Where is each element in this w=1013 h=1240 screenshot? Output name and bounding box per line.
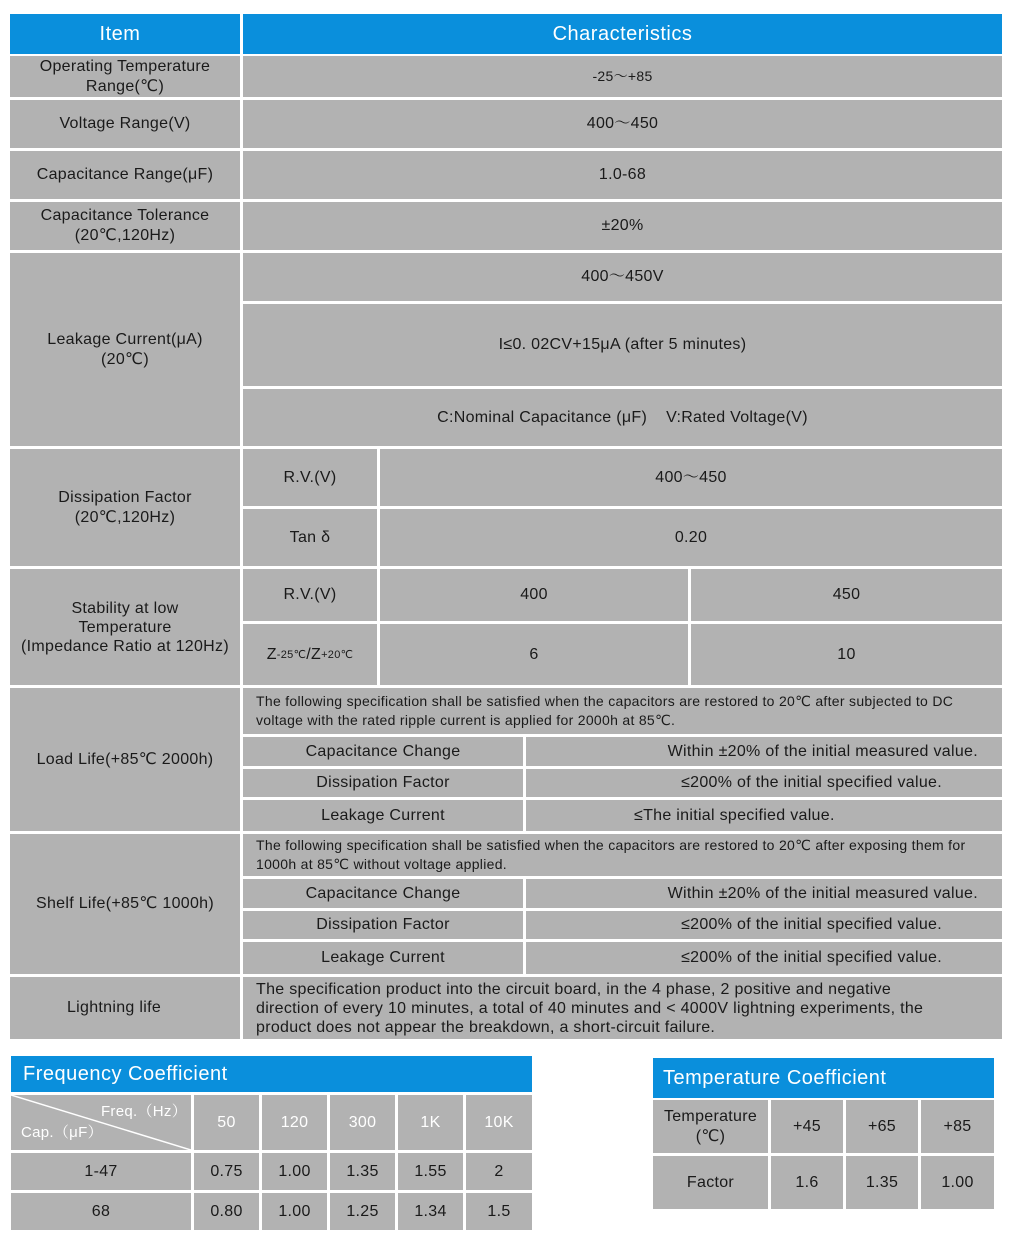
freq-column-header: 1K	[398, 1095, 463, 1150]
stability-z-450: 10	[691, 624, 1002, 685]
capacitance-range-label: Capacitance Range(μF)	[10, 151, 240, 199]
freq-row-cap: 68	[11, 1193, 191, 1230]
temp-column-header: +85	[921, 1100, 994, 1153]
capacitance-tolerance-value: ±20%	[243, 202, 1002, 250]
leakage-voltage: 400～450V	[243, 253, 1002, 301]
voltage-range-value: 400～450	[243, 100, 1002, 148]
shelf-life-row-value: ≤200% of the initial specified value.	[526, 911, 1002, 939]
characteristics-header-label: Characteristics	[552, 22, 693, 45]
item-header	[10, 14, 240, 54]
load-life-note: The following specification shall be satisfied when the capacitors are restored to 20℃ after subjected to DC voltage with the rated ripple current is applied for 2000h at 85℃.	[243, 688, 1002, 734]
freq-column-header: 10K	[466, 1095, 532, 1150]
lightning-life-label: Lightning life	[10, 977, 240, 1039]
stability-rv-label: R.V.(V)	[243, 569, 377, 621]
factor-cell: 1.00	[921, 1156, 994, 1209]
df-tan-label: Tan δ	[243, 509, 377, 566]
temperature-label: Temperature (℃)	[653, 1100, 768, 1153]
freq-cell: 1.5	[466, 1193, 532, 1230]
operating-temp-value: -25～+85	[243, 56, 1002, 97]
load-life-row-value: Within ±20% of the initial measured value.	[526, 737, 1002, 766]
df-tan-value: 0.20	[380, 509, 1002, 566]
shelf-life-row-name: Capacitance Change	[243, 879, 523, 908]
operating-temp-label: Operating Temperature Range(℃)	[10, 56, 240, 97]
freq-cell: 1.00	[262, 1153, 327, 1190]
freq-label: Freq.（Hz）	[100, 1103, 187, 1120]
voltage-range-label: Voltage Range(V)	[10, 100, 240, 148]
lightning-life-text: The specification product into the circuit board, in the 4 phase, 2 positive and negative direction of every 10 minutes, a total of 40 minutes and < 4000V lightning experiments, the product does not appear the breakdown, a short-circuit failure.	[243, 977, 1002, 1039]
dissipation-factor-label: Dissipation Factor (20℃,120Hz)	[10, 449, 240, 566]
leakage-current-label: Leakage Current(μA) (20℃)	[10, 253, 240, 446]
shelf-life-note: The following specification shall be satisfied when the capacitors are restored to 20℃ after exposing them for 1000h at 85℃ without voltage applied.	[243, 834, 1002, 876]
df-rv-label: R.V.(V)	[243, 449, 377, 506]
freq-cap-header	[11, 1095, 191, 1150]
leakage-formula: I≤0. 02CV+15μA (after 5 minutes)	[243, 304, 1002, 386]
shelf-life-row-value: Within ±20% of the initial measured value.	[526, 879, 1002, 908]
factor-label: Factor	[653, 1156, 768, 1209]
stability-z-label: Z -25℃ /Z +20℃	[243, 624, 377, 685]
shelf-life-row-name: Dissipation Factor	[243, 911, 523, 939]
load-life-row-name: Dissipation Factor	[243, 769, 523, 797]
stability-rv-400: 400	[380, 569, 688, 621]
freq-cell: 1.25	[330, 1193, 395, 1230]
freq-column-header: 120	[262, 1095, 327, 1150]
freq-column-header: 50	[194, 1095, 259, 1150]
leakage-legend: C:Nominal Capacitance (μF) V:Rated Voltage(V)	[243, 389, 1002, 446]
freq-column-header: 300	[330, 1095, 395, 1150]
factor-cell: 1.35	[846, 1156, 918, 1209]
df-rv-value: 400～450	[380, 449, 1002, 506]
temp-column-header: +45	[771, 1100, 843, 1153]
cap-label: Cap.（μF）	[21, 1124, 103, 1141]
load-life-row-name: Leakage Current	[243, 800, 523, 831]
freq-cell: 1.35	[330, 1153, 395, 1190]
stability-rv-450: 450	[691, 569, 1002, 621]
shelf-life-row-value: ≤200% of the initial specified value.	[526, 942, 1002, 974]
load-life-row-value: ≤The initial specified value.	[526, 800, 1002, 831]
item-header-label: Item	[99, 22, 141, 45]
capacitance-range-value: 1.0-68	[243, 151, 1002, 199]
freq-cell: 1.55	[398, 1153, 463, 1190]
load-life-row-value: ≤200% of the initial specified value.	[526, 769, 1002, 797]
freq-cell: 0.75	[194, 1153, 259, 1190]
shelf-life-label: Shelf Life(+85℃ 1000h)	[10, 834, 240, 974]
temperature-coefficient-title: Temperature Coefficient	[653, 1058, 994, 1098]
frequency-coefficient-title: Frequency Coefficient	[11, 1056, 532, 1092]
load-life-row-name: Capacitance Change	[243, 737, 523, 766]
freq-cell: 1.34	[398, 1193, 463, 1230]
shelf-life-row-name: Leakage Current	[243, 942, 523, 974]
temp-column-header: +65	[846, 1100, 918, 1153]
freq-cell: 2	[466, 1153, 532, 1190]
characteristics-header	[243, 14, 1002, 54]
stability-label: Stability at low Temperature (Impedance Ratio at 120Hz)	[10, 569, 240, 685]
freq-row-cap: 1-47	[11, 1153, 191, 1190]
load-life-label: Load Life(+85℃ 2000h)	[10, 688, 240, 831]
capacitance-tolerance-label: Capacitance Tolerance (20℃,120Hz)	[10, 202, 240, 250]
stability-z-400: 6	[380, 624, 688, 685]
factor-cell: 1.6	[771, 1156, 843, 1209]
freq-cell: 0.80	[194, 1193, 259, 1230]
freq-cell: 1.00	[262, 1193, 327, 1230]
